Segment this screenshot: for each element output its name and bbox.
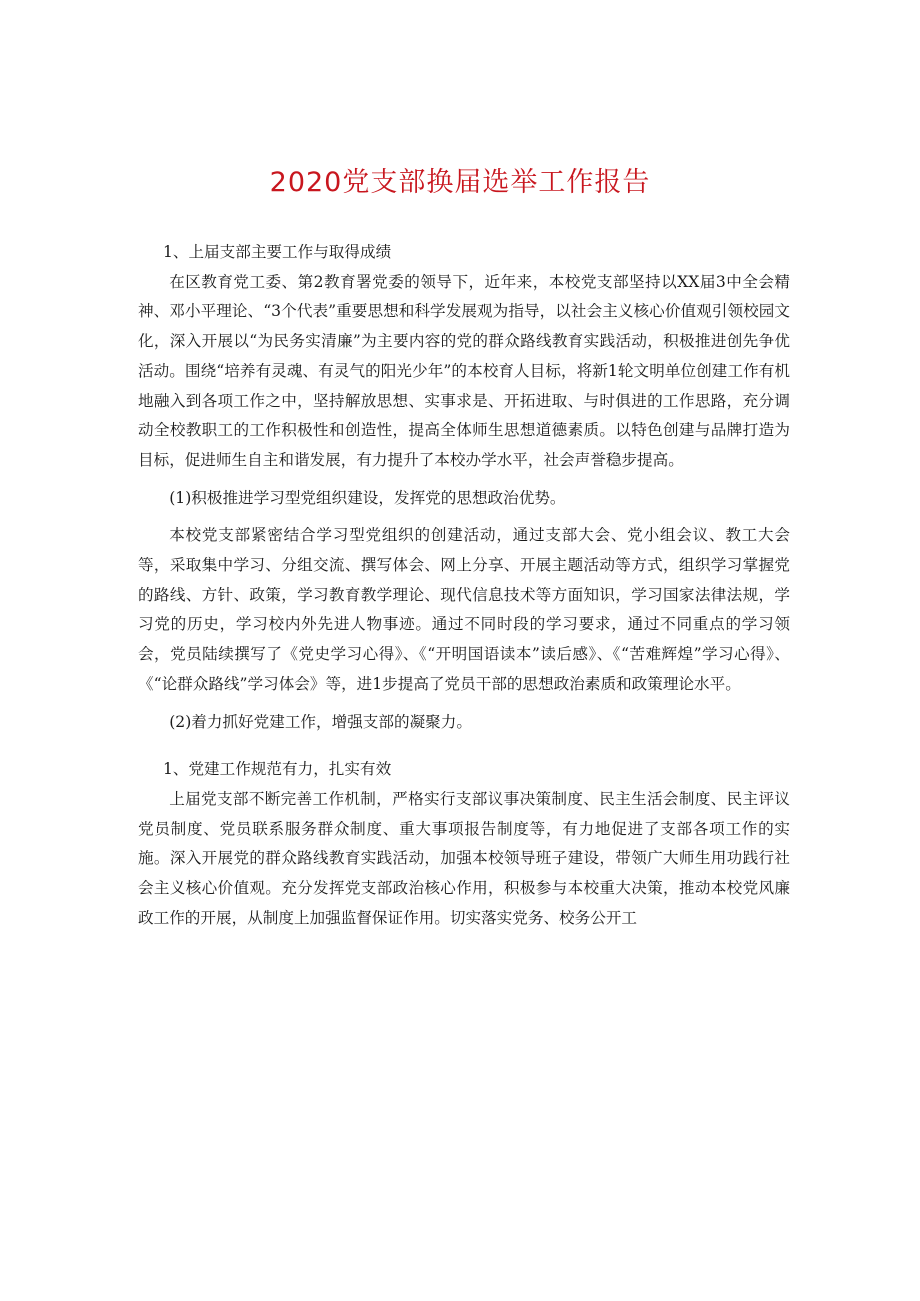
paragraph-2: 本校党支部紧密结合学习型党组织的创建活动，通过支部大会、党小组会议、教工大会等，采取集中学习、分组交流、撰写体会、网上分享、开展主题活动等方式，组织学习掌握党的路线、方针、政策，学习教育教学理论、现代信息技术等方面知识，学习国家法律法规，学习党的历史，学习校内外先进人物事迹。通过不同时段的学习要求，通过不同重点的学习领会，党员陆续撰写了《党史学习心得》、《“开明国语读本”读后感》、《“苦难辉煌”学习心得》、《“论群众路线”学习体会》等，进1步提高了党员干部的思想政治素质和政策理论水平。 bbox=[138, 526, 790, 693]
paragraph-3: 上届党支部不断完善工作机制，严格实行支部议事决策制度、民主生活会制度、民主评议党员制度、党员联系服务群众制度、重大事项报告制度等，有力地促进了支部各项工作的实施。深入开展党的群众路线教育实践活动，加强本校领导班子建设，带领广大师生用功践行社会主义核心价值观。充分发挥党支部政治核心作用，积极参与本校重大决策，推动本校党风廉政工作的开展，从制度上加强监督保证作用。切实落实党务、校务公开工 bbox=[138, 789, 790, 927]
section-heading-2: 1、党建工作规范有力，扎实有效 bbox=[162, 760, 392, 779]
paragraph-1: 在区教育党工委、第2教育署党委的领导下，近年来，本校党支部坚持以XX届3中全会精神、邓小平理论、“3个代表”重要思想和科学发展观为指导，以社会主义核心价值观引领校园文化，深入开展以“为民务实清廉”为主要内容的党的群众路线教育实践活动，积极推进创先争优活动。围绕“培养有灵魂、有灵气的阳光少年”的本校育人目标，将新1轮文明单位创建工作有机地融入到各项工作之中，坚持解放思想、实事求是、开拓进取、与时俱进的工作思路，充分调动全校教职工的工作积极性和创造性，提高全体师生思想道德素质。以特色创建与品牌打造为目标，促进师生自主和谐发展，有力提升了本校办学水平，社会声誉稳步提高。 bbox=[138, 272, 790, 469]
subheading-1: (1)积极推进学习型党组织建设，发挥党的思想政治优势。 bbox=[169, 488, 566, 507]
section-heading-1: 1、上届支部主要工作与取得成绩 bbox=[162, 243, 392, 261]
subheading-2: (2)着力抓好党建工作，增强支部的凝聚力。 bbox=[169, 712, 472, 731]
document-body bbox=[138, 238, 790, 933]
document-title: 2020党支部换届选举工作报告 bbox=[269, 167, 651, 198]
